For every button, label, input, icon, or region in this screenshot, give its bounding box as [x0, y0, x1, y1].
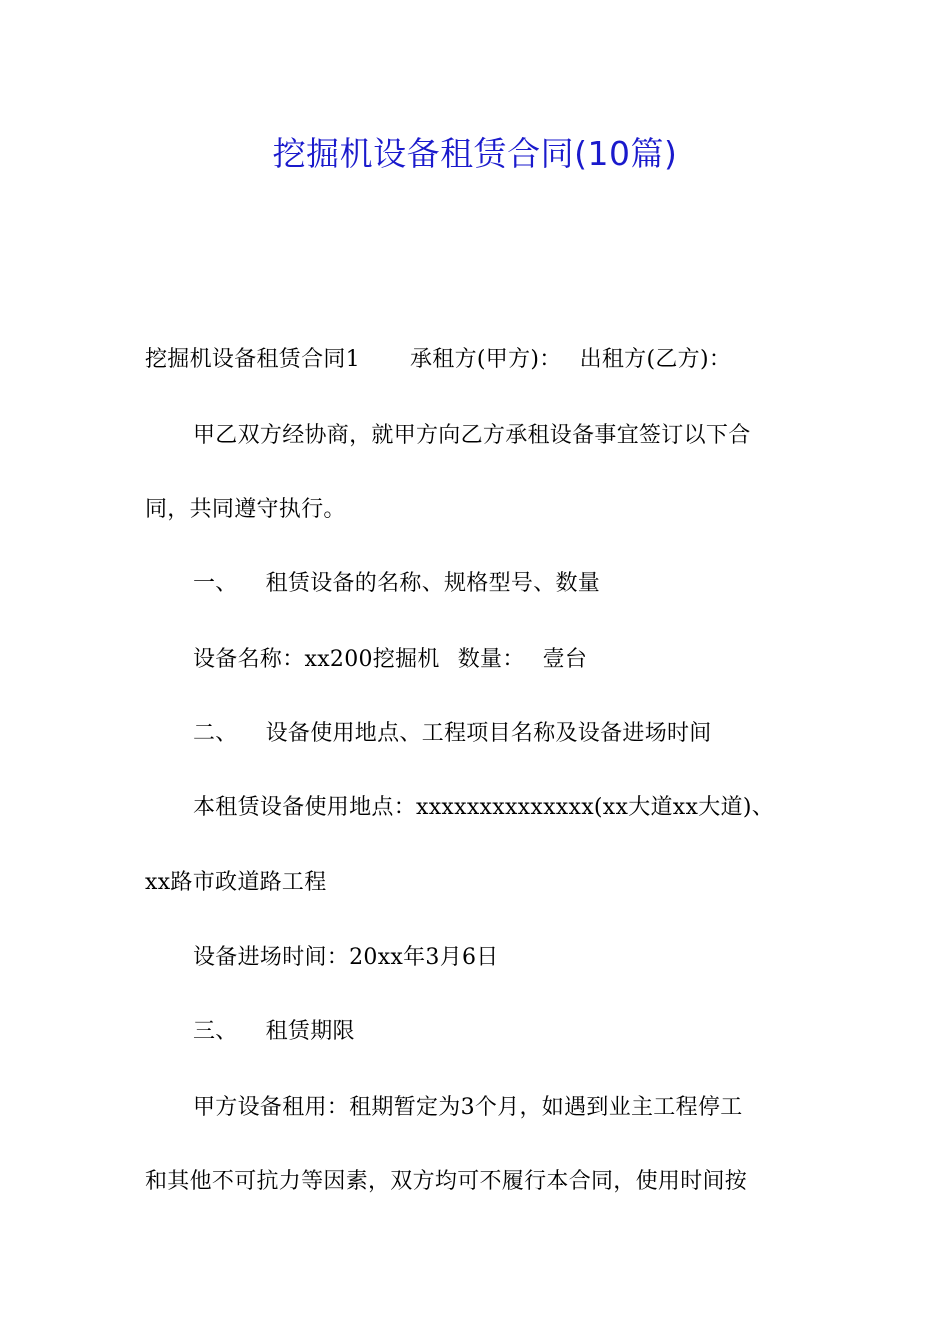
equipment-line — [193, 645, 587, 675]
section-2-title: 设备使用地点、工程项目名称及设备进场时间 — [265, 721, 712, 746]
section-2-heading — [193, 719, 712, 749]
section-1-heading — [193, 569, 600, 599]
contract-name: 挖掘机设备租赁合同1 — [145, 347, 360, 372]
section-2-number: 二、 — [193, 721, 238, 746]
quantity-label: 数量： — [457, 647, 525, 672]
paragraph-intro-line1: 甲乙双方经协商，就甲方向乙方承租设备事宜签订以下合 — [193, 423, 751, 448]
quantity-value: 壹台 — [542, 647, 588, 672]
location-line1: 本租赁设备使用地点：xxxxxxxxxxxxxx(xx大道xx大道)、 — [193, 795, 774, 820]
entry-time-line: 设备进场时间：20xx年3月6日 — [193, 945, 499, 970]
section-3-title: 租赁期限 — [265, 1019, 355, 1044]
equipment-name: 设备名称：xx200挖掘机 — [193, 647, 440, 672]
paragraph-intro-line2: 同，共同遵守执行。 — [145, 497, 346, 522]
section-3-heading — [193, 1017, 355, 1047]
section-1-title: 租赁设备的名称、规格型号、数量 — [265, 571, 601, 596]
lease-term-line2: 和其他不可抗力等因素，双方均可不履行本合同，使用时间按 — [145, 1169, 748, 1194]
document-title: 挖掘机设备租赁合同(10篇) — [272, 134, 678, 173]
location-line2: xx路市政道路工程 — [145, 870, 327, 895]
section-1-number: 一、 — [193, 571, 238, 596]
section-3-number: 三、 — [193, 1019, 238, 1044]
lessee-label: 承租方(甲方)： — [410, 347, 562, 372]
lessor-label: 出租方(乙方)： — [579, 347, 732, 372]
contract-header-line — [145, 345, 731, 375]
lease-term-line1: 甲方设备租用：租期暂定为3个月，如遇到业主工程停工 — [193, 1095, 743, 1120]
